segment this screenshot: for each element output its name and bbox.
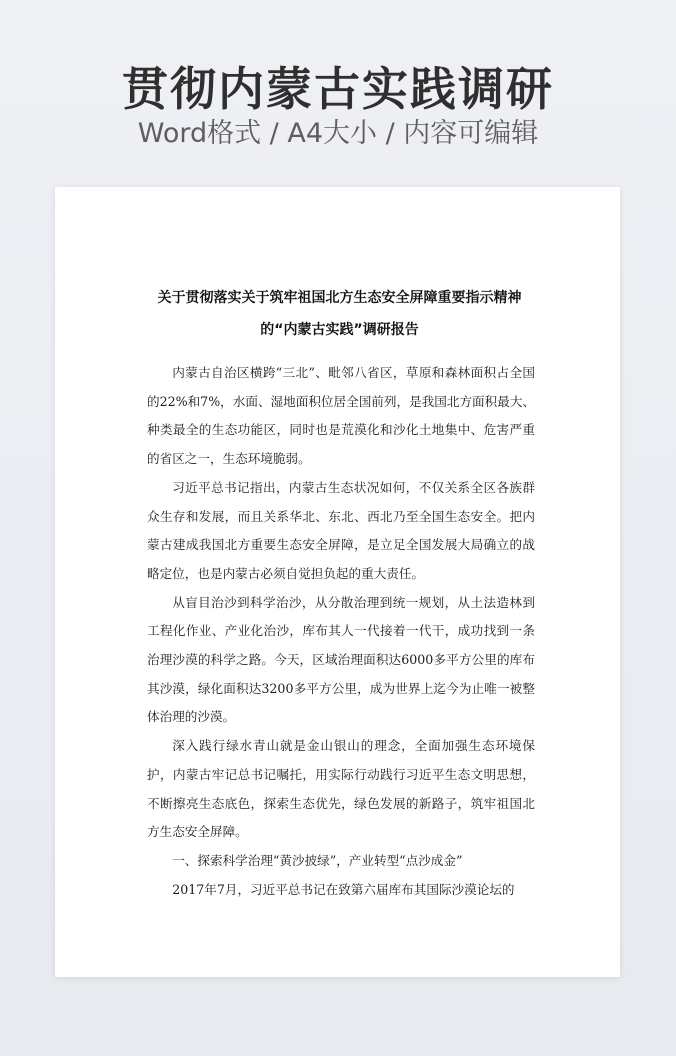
section-heading: 一、探索科学治理“黄沙披绿”，产业转型“点沙成金”	[172, 852, 463, 868]
banner-title: 贯彻内蒙古实践调研	[122, 62, 554, 116]
banner-subtitle: Word格式 / A4大小 / 内容可编辑	[137, 118, 539, 149]
paragraph: 从盲目治沙到科学治沙，从分散治理到统一规划，从土法造林到工程化作业、产业化治沙，库布其人一代接着一代干，成功找到一条治理沙漠的科学之路。今天，区域治理面积达6000多平方公里的库布其沙漠，绿化面积达3200多平方公里，成为世界上迄今为止唯一被整体治理的沙漠。	[147, 594, 535, 725]
document-page	[55, 187, 620, 977]
header-banner	[0, 0, 676, 185]
paragraph: 2017年7月，习近平总书记在致第六届库布其国际沙漠论坛的	[172, 881, 515, 897]
paragraph: 习近平总书记指出，内蒙古生态状况如何，不仅关系全区各族群众生存和发展，而且关系华北、东北、西北乃至全国生态安全。把内蒙古建成我国北方重要生态安全屏障，是立足全国发展大局确立的战略定位，也是内蒙古必须自觉担负起的重大责任。	[147, 479, 535, 581]
document-title: 关于贯彻落实关于筑牢祖国北方生态安全屏障重要指示精神的“内蒙古实践”调研报告	[157, 290, 522, 338]
paragraph: 内蒙古自治区横跨“三北”、毗邻八省区，草原和森林面积占全国的22%和7%，水面、湿地面积位居全国前列，是我国北方面积最大、种类最全的生态功能区，同时也是荒漠化和沙化土地集中、危害严重的省区之一，生态环境脆弱。	[147, 365, 536, 467]
document-body	[147, 359, 535, 904]
paragraph: 深入践行绿水青山就是金山银山的理念，全面加强生态环境保护，内蒙古牢记总书记嘱托，用实际行动践行习近平生态文明思想，不断擦亮生态底色，探索生态优先，绿色发展的新路子，筑牢祖国北方生态安全屏障。	[147, 738, 535, 840]
